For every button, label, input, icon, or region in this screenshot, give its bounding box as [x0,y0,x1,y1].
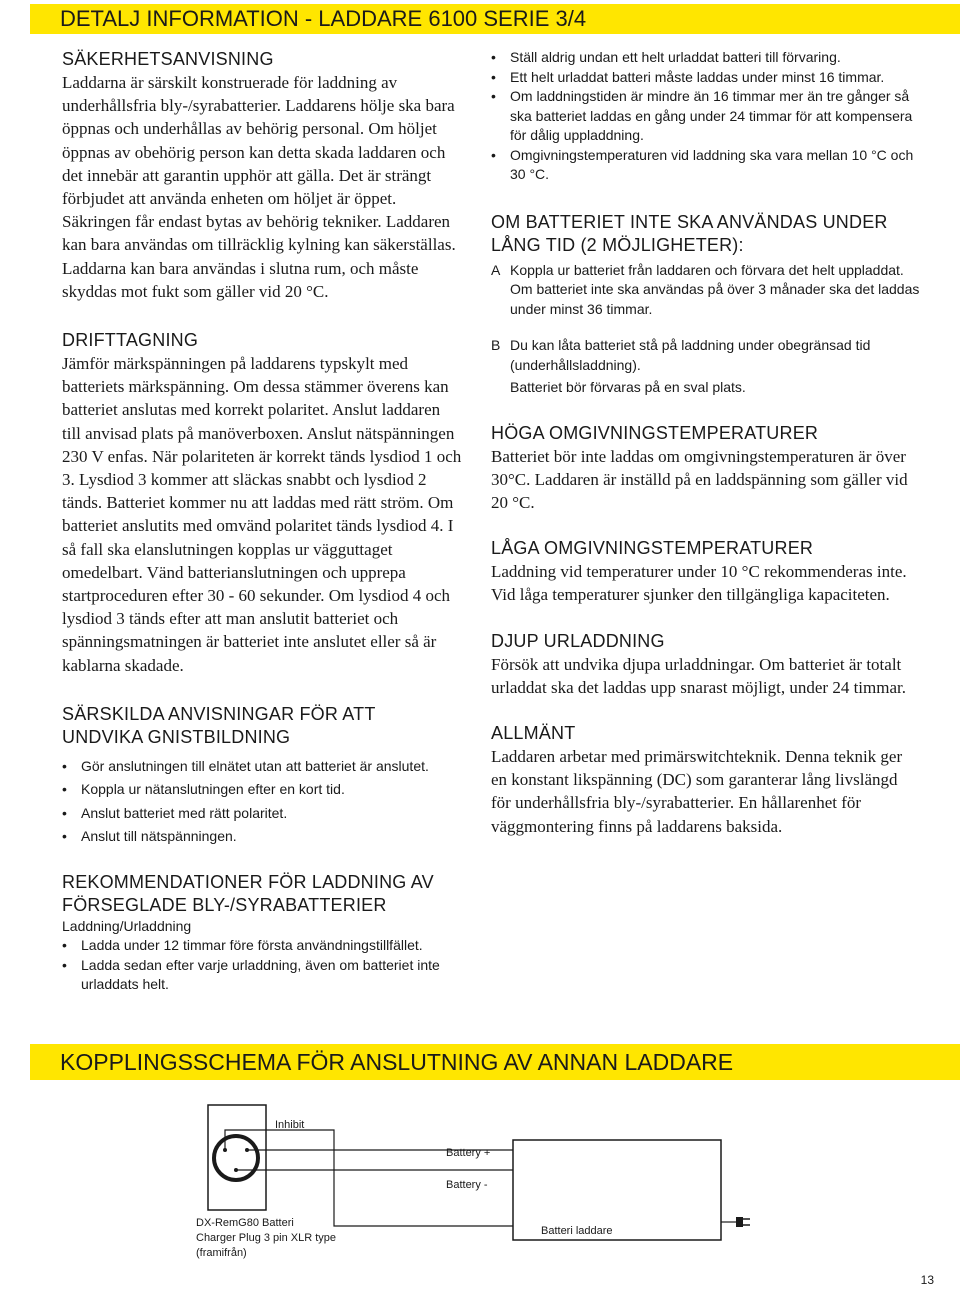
section-body-commissioning: Jämför märkspänningen på laddarens typskylt med batteriets märkspänning. Om dessa stämmer överens kan batteriet anslutas med korrekt polaritet. Anslut laddaren till anvisad plats på manöverboxen. Anslut nätspänningen 230 V enfas. När polariteten är korrekt tänds lysdiod 1 och 3. Lysdiod 3 kommer att släckas snabbt och lysdiod 2 tänds. Batteriet kommer nu att laddas med rätt ström. Om batteriet anslutits med omvänd polaritet tänds lysdiod 4. I så fall ska elanslutningen kopplas ur vägguttaget omedelbart. Vänd batterianslutningen och upprepa startproceduren efter 30 - 60 sekunder. Om lysdiod 4 och lysdiod 3 tänds efter att man anslutit batteriet och spänningsmatningen är batteriet inte anslutet eller så är kablarna skadade. [62,354,462,675]
section-title-long-storage-line1: OM BATTERIET INTE SKA ANVÄNDAS UNDER [491,211,888,232]
mains-plug-icon [721,1217,750,1227]
schematic-title: KOPPLINGSSCHEMA FÖR ANSLUTNING AV ANNAN LADDARE [60,1049,734,1075]
section-title-deep-discharge: DJUP URLADDNING [491,630,665,651]
section-title-sparks-line2: UNDVIKA GNISTBILDNING [62,726,291,747]
section-body-high-temp: Batteriet bör inte laddas om omgivningstemperaturen är över 30°C. Laddaren är inställd på en laddspänning som gäller vid 20 °C. [491,446,908,512]
label-plug-line1: DX-RemG80 Batteri [196,1217,294,1229]
schematic-title-bar [30,1044,960,1080]
list-item: • Omgivningstemperaturen vid laddning ska vara mellan 10 °C och 30 °C. [491,146,921,185]
section-title-sparks-line1: SÄRSKILDA ANVISNINGAR FÖR ATT [62,703,376,724]
header-bar [30,4,960,34]
list-item: • Om laddningstiden är mindre än 16 timmar mer än tre gånger så ska batteriet laddas en gång under 24 timmar för att kompensera för dålig uppladdning. [491,87,921,146]
list-item: • Anslut batteriet med rätt polaritet. [62,804,462,824]
list-item: • Ett helt urladdat batteri måste laddas under minst 16 timmar. [491,68,921,88]
list-item: • Ställ aldrig undan ett helt urladdat batteri till förvaring. [491,48,921,68]
option-b-letter: B [491,337,501,353]
option-a-letter: A [491,261,501,278]
section-title-general: ALLMÄNT [491,722,576,743]
label-battery-plus: Battery + [446,1147,491,1159]
option-b-text-2: Batteriet bör förvaras på en sval plats. [510,379,746,395]
section-body-deep-discharge: Försök att undvika djupa urladdningar. Om batteriet är totalt urladdat ska det laddas upp snarast möjligt, under 24 timmar. [491,654,906,697]
wire-inhibit [225,1130,513,1226]
section-title-recommendations-line1: REKOMMENDATIONER FÖR LADDNING AV [62,871,434,892]
label-plug-line3: (framifrån) [196,1247,247,1259]
right-column [491,48,921,838]
section-body-general: Laddaren arbetar med primärswitchteknik. Denna teknik ger en konstant likspänning (DC) som garanterar lång livslängd för underhållsfria bly-/syrabatterier. En hållarenhet för väggmontering finns på laddarens baksida. [491,746,903,836]
list-item: • Koppla ur nätanslutningen efter en kort tid. [62,780,462,800]
list-item: • Gör anslutningen till elnätet utan att batteriet är anslutet. [62,757,462,777]
sparks-list [62,757,462,847]
storage-bullets [491,48,921,185]
section-title-low-temp: LÅGA OMGIVNINGSTEMPERATURER [491,538,814,559]
section-title-long-storage-line2: LÅNG TID (2 MÖJLIGHETER): [491,234,744,255]
section-body-safety: Laddarna är särskilt konstruerade för laddning av underhållsfria bly-/syrabatterier. Laddarens hölje ska bara öppnas och underhållas av behörig personal. Om höljet öppnas av obehörig person kan detta skada laddaren och det innebär att garantin upphör att gälla. Det är strängt förbjudet att använda enheten om höljet är öppet. Säkringen får endast bytas av behörig tekniker. Laddaren kan bara användas om tillräcklig kylning kan säkerställas. Laddarna kan bara användas i slutna rum, och måste skyddas mot fukt som gäller vid 20 °C. [62,73,456,301]
section-title-recommendations [62,871,462,917]
label-inhibit: Inhibit [275,1119,305,1131]
page-title: DETALJ INFORMATION - LADDARE 6100 SERIE 3/4 [60,6,587,31]
section-title-commissioning: DRIFTTAGNING [62,330,199,351]
left-column [62,48,462,995]
recommendations-subtitle: Laddning/Urladdning [62,917,192,934]
section-title-high-temp: HÖGA OMGIVNINGSTEMPERATURER [491,422,819,443]
list-item: • Ladda under 12 timmar före första användningstillfället. [62,936,462,956]
option-b [491,336,921,398]
option-a-text: Koppla ur batteriet från laddaren och förvara det helt uppladdat. [510,261,904,278]
wiring-diagram [0,1090,960,1289]
label-charger: Batteri laddare [541,1225,613,1237]
list-item: • Anslut till nätspänningen. [62,827,462,847]
section-title-safety: SÄKERHETSANVISNING [62,49,274,69]
section-title-long-storage [491,211,921,257]
section-title-sparks [62,703,462,749]
section-body-low-temp: Laddning vid temperaturer under 10 °C rekommenderas inte. Vid låga temperaturer sjunker den tillgängliga kapaciteten. [491,562,907,605]
xlr-connector-icon [214,1136,258,1180]
option-a [491,261,921,320]
option-b-text: Du kan låta batteriet stå på laddning under obegränsad tid (underhållsladdning). [510,337,871,373]
section-title-recommendations-line2: FÖRSEGLADE BLY-/SYRABATTERIER [62,894,387,915]
page-number: 13 [920,1273,934,1287]
recommendations-list [62,936,462,995]
list-item: • Ladda sedan efter varje urladdning, även om batteriet inte urladdats helt. [62,956,462,995]
option-a-text-2: Om batteriet inte ska användas på över 3 månader ska det laddas under minst 36 timmar. [510,281,920,317]
label-battery-minus: Battery - [446,1179,488,1191]
label-plug-line2: Charger Plug 3 pin XLR type [196,1232,337,1244]
